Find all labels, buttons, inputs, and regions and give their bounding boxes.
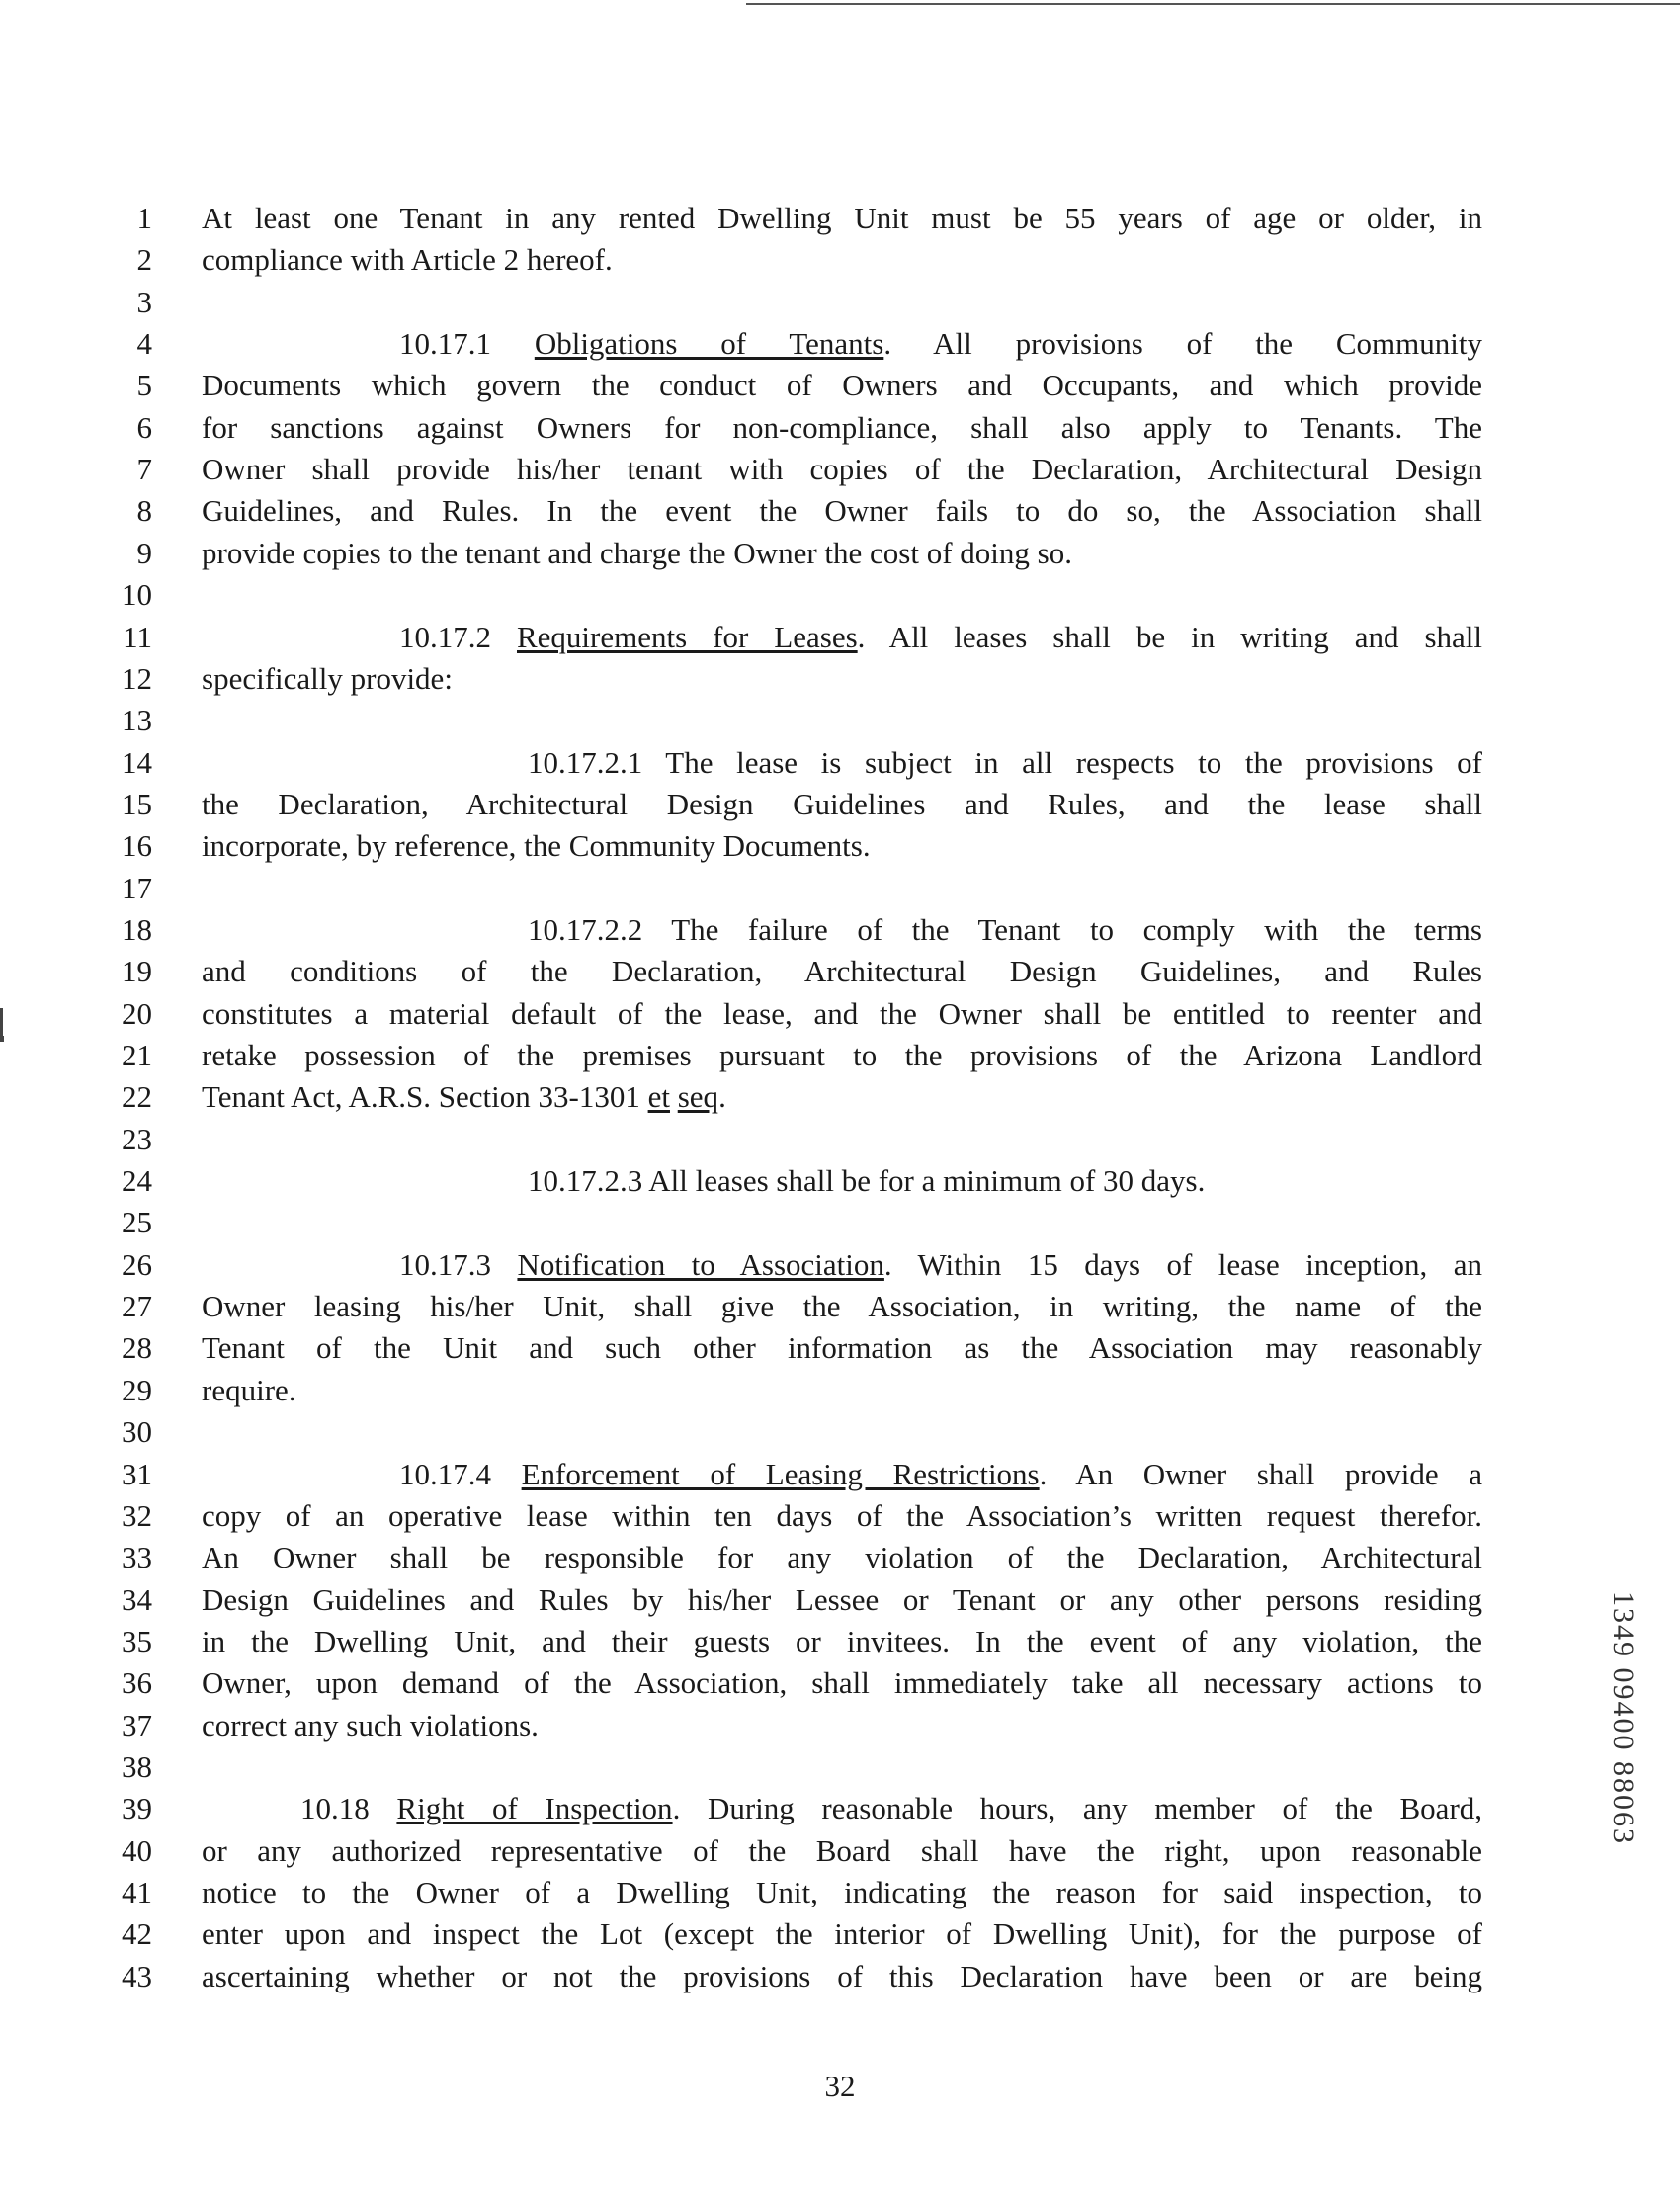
text-line [202, 1495, 1482, 1537]
text-line [202, 909, 1482, 951]
line-number: 41 [122, 1875, 152, 1909]
text-segment: or any authorized representative of the Board shall have the right, upon reasonable [202, 1832, 1482, 1868]
text-segment: notice to the Owner of a Dwelling Unit, indicating the reason for said inspection, to [202, 1875, 1482, 1909]
text-segment: 10.17.3 [399, 1246, 518, 1282]
line-number: 25 [122, 1205, 152, 1240]
line-number: 6 [136, 409, 152, 445]
line-number: 28 [122, 1330, 152, 1366]
line-number: 13 [122, 703, 152, 738]
text-line [202, 533, 1482, 574]
line-number: 12 [122, 660, 152, 696]
line-number: 26 [122, 1246, 152, 1282]
line-number: 14 [122, 744, 152, 780]
text-segment: . An Owner shall provide a [1039, 1456, 1483, 1491]
text-segment: correct any such violations. [202, 1707, 539, 1742]
line-number: 18 [122, 911, 152, 947]
text-segment: 10.17.2.3 All leases shall be for a minimum of 30 days. [528, 1163, 1206, 1199]
text-line [202, 323, 1482, 365]
text-segment: for sanctions against Owners for non-compliance, shall also apply to Tenants. The [202, 409, 1482, 445]
line-number: 1 [136, 201, 152, 235]
line-number: 38 [122, 1748, 152, 1784]
text-segment: . During reasonable hours, any member of the Board, [672, 1791, 1483, 1826]
text-segment: Tenant of the Unit and such other information as the Association may reasonably [202, 1330, 1482, 1366]
text-line [202, 1579, 1482, 1621]
text-segment: . Within 15 days of lease inception, an [883, 1246, 1483, 1282]
text-line [202, 449, 1482, 490]
underlined-heading: Right of Inspection [396, 1791, 673, 1826]
text-segment: . [718, 1079, 726, 1115]
line-number: 19 [122, 954, 152, 989]
line-number: 39 [122, 1791, 152, 1826]
line-number: 8 [136, 493, 152, 529]
line-number: 24 [122, 1163, 152, 1199]
text-line [202, 825, 1482, 867]
text-segment: the Declaration, Architectural Design Guidelines and Rules, and the lease shall [202, 786, 1482, 821]
line-number: 9 [136, 535, 152, 570]
text-line [202, 784, 1482, 825]
underlined-heading: seq [677, 1079, 719, 1115]
underlined-heading: Notification to Association [517, 1246, 884, 1282]
underlined-heading: Enforcement of Leasing Restrictions [521, 1456, 1040, 1491]
text-line [202, 407, 1482, 449]
text-segment: constitutes a material default of the lease, and the Owner shall be entitled to reenter and [202, 995, 1482, 1031]
underlined-heading: Requirements for Leases [517, 619, 858, 654]
text-segment: Owner leasing his/her Unit, shall give the Association, in writing, the name of the [202, 1289, 1482, 1324]
text-segment: specifically provide: [202, 660, 453, 696]
underlined-heading: et [647, 1079, 670, 1115]
line-number: 22 [122, 1079, 152, 1115]
text-segment: ascertaining whether or not the provisions of this Declaration have been or are being [202, 1958, 1482, 1993]
text-segment: 10.17.2.1 The lease is subject in all respects to the provisions of [528, 744, 1482, 780]
line-number: 17 [122, 870, 152, 905]
line-number: 31 [122, 1456, 152, 1491]
line-number: 20 [122, 995, 152, 1031]
line-number: 33 [122, 1540, 152, 1575]
line-number: 11 [123, 619, 152, 654]
text-line [202, 1286, 1482, 1327]
line-number: 7 [136, 452, 152, 487]
line-number: 4 [136, 326, 152, 362]
text-segment: Design Guidelines and Rules by his/her Lessee or Tenant or any other persons residing [202, 1581, 1482, 1617]
text-line [202, 1913, 1482, 1955]
text-segment: An Owner shall be responsible for any violation of the Declaration, Architectural [202, 1540, 1482, 1575]
text-segment: incorporate, by reference, the Community Documents. [202, 828, 871, 864]
text-line [202, 1830, 1482, 1872]
line-number: 16 [122, 828, 152, 864]
text-line [202, 239, 1482, 281]
text-segment: 10.17.1 [399, 326, 535, 362]
text-segment: 10.17.4 [399, 1456, 522, 1491]
recording-stamp: 1349 09400 88063 [1607, 1591, 1639, 1845]
text-line [202, 1788, 1482, 1829]
line-number: 10 [122, 577, 152, 613]
text-segment: and conditions of the Declaration, Architectural Design Guidelines, and Rules [202, 954, 1482, 989]
text-segment: retake possession of the premises pursuant to the provisions of the Arizona Landlord [202, 1038, 1482, 1072]
text-segment: compliance with Article 2 hereof. [202, 242, 613, 278]
line-number: 27 [122, 1289, 152, 1324]
text-segment: . All provisions of the Community [883, 326, 1483, 362]
text-line [202, 1370, 1482, 1411]
text-segment: 10.18 [300, 1791, 397, 1826]
text-line [202, 1956, 1482, 1997]
line-number: 21 [122, 1038, 152, 1072]
text-segment [670, 1079, 678, 1114]
line-number: 36 [122, 1665, 152, 1701]
text-segment: Owner, upon demand of the Association, shall immediately take all necessary actions to [202, 1665, 1482, 1701]
text-line [202, 1327, 1482, 1369]
text-segment: At least one Tenant in any rented Dwelling Unit must be 55 years of age or older, in [202, 201, 1482, 235]
line-number: 35 [122, 1623, 152, 1658]
line-number: 5 [136, 368, 152, 403]
text-line [202, 742, 1482, 784]
text-line [202, 1537, 1482, 1578]
text-line [202, 1076, 1482, 1118]
text-line [202, 951, 1482, 992]
line-number: 37 [122, 1707, 152, 1742]
line-number: 30 [122, 1414, 152, 1450]
text-segment: 10.17.2.2 The failure of the Tenant to comply with the terms [528, 911, 1482, 947]
text-line [202, 198, 1482, 239]
text-line [202, 1454, 1482, 1495]
text-line [202, 1244, 1482, 1286]
line-number: 32 [122, 1497, 152, 1533]
text-segment: Documents which govern the conduct of Owners and Occupants, and which provide [202, 368, 1482, 403]
line-number: 15 [122, 786, 152, 821]
text-line [202, 1621, 1482, 1662]
line-number: 43 [122, 1958, 152, 1993]
text-segment: enter upon and inspect the Lot (except the interior of Dwelling Unit), for the purpose of [202, 1916, 1482, 1952]
text-line [202, 1160, 1482, 1202]
underlined-heading: Obligations of Tenants [534, 326, 884, 362]
text-line [202, 365, 1482, 406]
text-segment: require. [202, 1372, 296, 1407]
text-line [202, 1662, 1482, 1704]
line-number: 3 [136, 284, 152, 319]
line-number: 42 [122, 1916, 152, 1952]
text-segment: 10.17.2 [399, 619, 517, 654]
text-line [202, 617, 1482, 658]
line-number: 23 [122, 1121, 152, 1156]
text-segment: . All leases shall be in writing and shall [857, 619, 1483, 654]
text-line [202, 658, 1482, 700]
text-segment: Guidelines, and Rules. In the event the Owner fails to do so, the Association shall [202, 493, 1482, 529]
text-line [202, 1035, 1482, 1076]
line-number: 2 [136, 242, 152, 278]
text-line [202, 993, 1482, 1035]
text-segment: in the Dwelling Unit, and their guests or invitees. In the event of any violation, the [202, 1623, 1482, 1658]
text-segment: Tenant Act, A.R.S. Section 33-1301 [202, 1079, 648, 1115]
line-number: 29 [122, 1372, 152, 1407]
text-line [202, 1872, 1482, 1913]
line-number: 34 [122, 1581, 152, 1617]
text-segment: copy of an operative lease within ten days of the Association’s written request therefor. [202, 1497, 1482, 1533]
page-number: 32 [824, 2069, 856, 2103]
text-segment: provide copies to the tenant and charge the Owner the cost of doing so. [202, 535, 1072, 570]
text-line [202, 1705, 1482, 1746]
text-segment: Owner shall provide his/her tenant with copies of the Declaration, Architectural Design [202, 452, 1482, 487]
line-number: 40 [122, 1832, 152, 1868]
text-line [202, 490, 1482, 532]
